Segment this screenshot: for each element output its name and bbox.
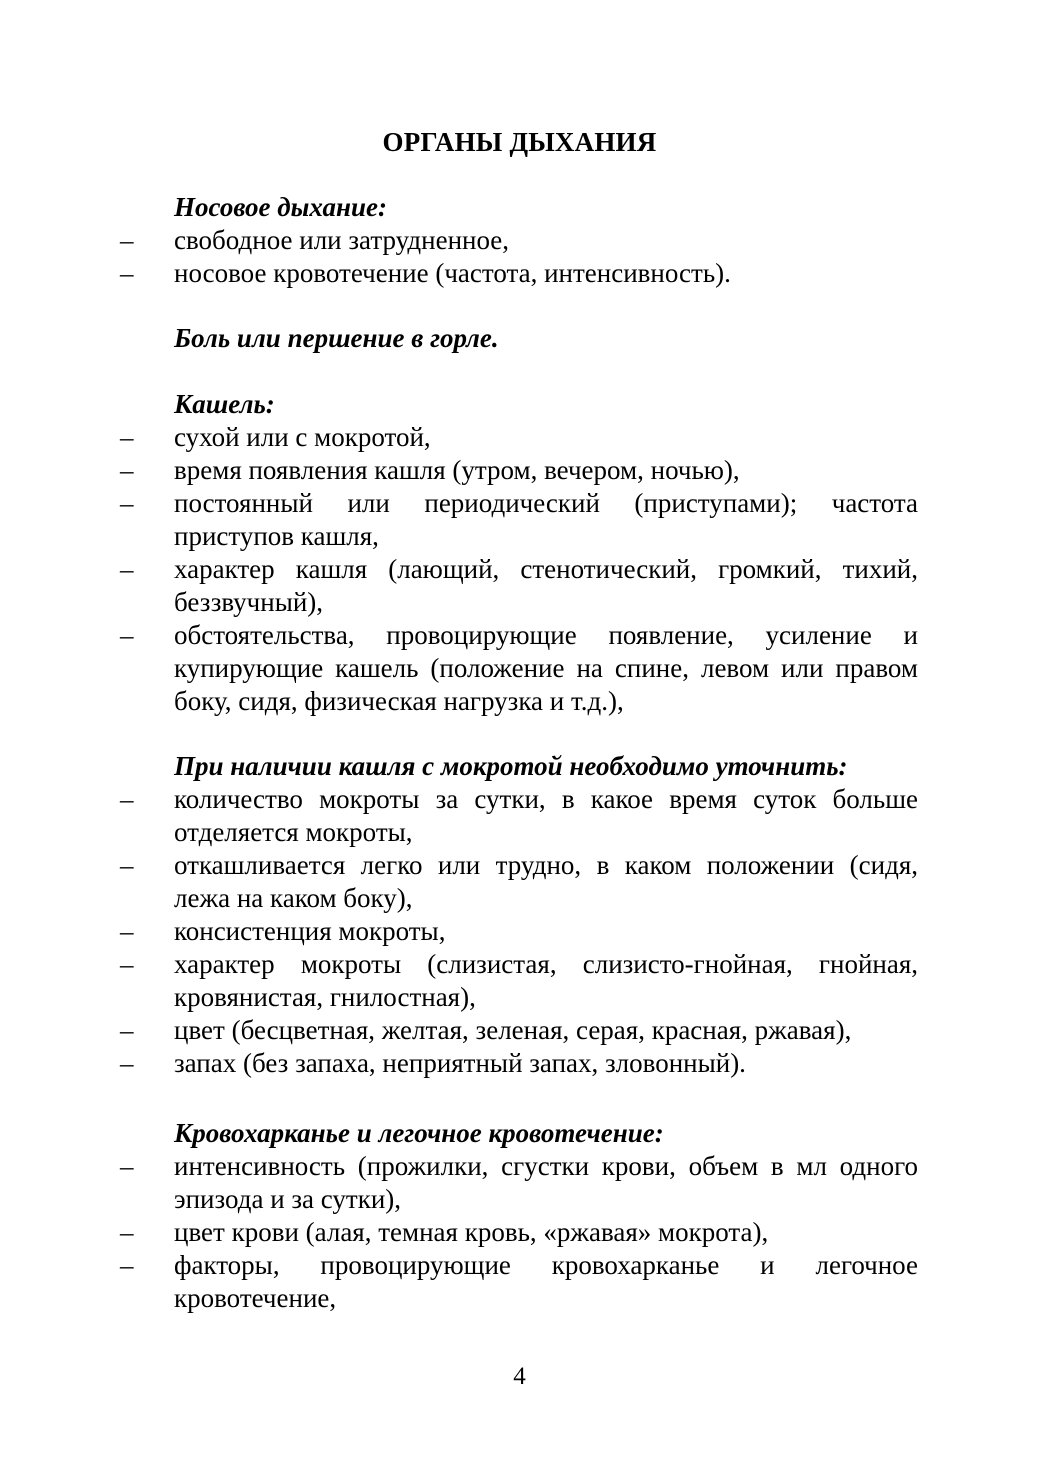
- page-title: ОРГАНЫ ДЫХАНИЯ: [382, 127, 657, 157]
- list-item: [118, 1014, 918, 1047]
- dash-bullet: –: [120, 784, 134, 814]
- list-item-text: свободное или затрудненное,: [174, 225, 510, 255]
- list-item-text: время появления кашля (утром, вечером, ночью),: [174, 455, 740, 485]
- section-heading: Кашель:: [174, 389, 275, 419]
- section-heading: Кровохарканье и легочное кровотечение:: [174, 1118, 664, 1148]
- list-item: [118, 1047, 918, 1080]
- dash-bullet: –: [120, 554, 134, 584]
- list-item-text: цвет крови (алая, темная кровь, «ржавая» мокрота),: [174, 1217, 769, 1247]
- list-item-text: консистенция мокроты,: [174, 916, 446, 946]
- dash-bullet: –: [120, 620, 134, 650]
- dash-bullet: –: [120, 488, 134, 518]
- list-item-text: носовое кровотечение (частота, интенсивность).: [174, 258, 731, 288]
- dash-bullet: –: [120, 1015, 134, 1045]
- list-item: [118, 257, 918, 290]
- list-item-text: количество мокроты за сутки, в какое время суток больше отделяется мокроты,: [174, 784, 918, 847]
- list-item-text: обстоятельства, провоцирующие появление, усиление и купирующие кашель (положение на спине, левом или правом боку, сидя, физическая нагрузка и т.д.),: [174, 620, 918, 716]
- list-item: [118, 421, 918, 454]
- list-item-text: постоянный или периодический (приступами); частота приступов кашля,: [174, 488, 918, 551]
- list-item-text: цвет (бесцветная, желтая, зеленая, серая, красная, ржавая),: [174, 1015, 852, 1045]
- item-list: [118, 421, 918, 718]
- dash-bullet: –: [120, 258, 134, 288]
- item-list: [118, 224, 918, 290]
- section-hemoptysis: [118, 1117, 918, 1315]
- list-item-text: характер мокроты (слизистая, слизисто-гнойная, гнойная, кровянистая, гнилостная),: [174, 949, 918, 1012]
- dash-bullet: –: [120, 850, 134, 880]
- list-item-text: запах (без запаха, неприятный запах, зловонный).: [174, 1048, 746, 1078]
- list-item-text: откашливается легко или трудно, в каком положении (сидя, лежа на каком боку),: [174, 850, 918, 913]
- list-item: [118, 948, 918, 1014]
- item-list: [118, 783, 918, 1080]
- list-item-text: факторы, провоцирующие кровохарканье и легочное кровотечение,: [174, 1250, 918, 1313]
- section-heading: При наличии кашля с мокротой необходимо уточнить:: [174, 751, 848, 781]
- dash-bullet: –: [120, 1151, 134, 1181]
- list-item: [118, 454, 918, 487]
- dash-bullet: –: [120, 1217, 134, 1247]
- list-item: [118, 849, 918, 915]
- list-item-text: характер кашля (лающий, стенотический, громкий, тихий, беззвучный),: [174, 554, 918, 617]
- dash-bullet: –: [120, 422, 134, 452]
- dash-bullet: –: [120, 1048, 134, 1078]
- list-item: [118, 487, 918, 553]
- section-throat-pain: [118, 322, 918, 355]
- list-item: [118, 224, 918, 257]
- section-cough: [118, 388, 918, 718]
- section-heading: Боль или першение в горле.: [174, 323, 499, 353]
- dash-bullet: –: [120, 1250, 134, 1280]
- list-item: [118, 783, 918, 849]
- list-item-text: интенсивность (прожилки, сгустки крови, объем в мл одного эпизода и за сутки),: [174, 1151, 918, 1214]
- dash-bullet: –: [120, 225, 134, 255]
- section-sputum: [118, 750, 918, 1080]
- page-number: 4: [513, 1363, 526, 1390]
- section-nasal-breathing: [118, 191, 918, 290]
- dash-bullet: –: [120, 949, 134, 979]
- list-item: [118, 1249, 918, 1315]
- list-item-text: сухой или с мокротой,: [174, 422, 431, 452]
- item-list: [118, 1150, 918, 1315]
- section-heading: Носовое дыхание:: [174, 192, 388, 222]
- list-item: [118, 1150, 918, 1216]
- list-item: [118, 619, 918, 718]
- list-item: [118, 1216, 918, 1249]
- dash-bullet: –: [120, 916, 134, 946]
- list-item: [118, 915, 918, 948]
- dash-bullet: –: [120, 455, 134, 485]
- list-item: [118, 553, 918, 619]
